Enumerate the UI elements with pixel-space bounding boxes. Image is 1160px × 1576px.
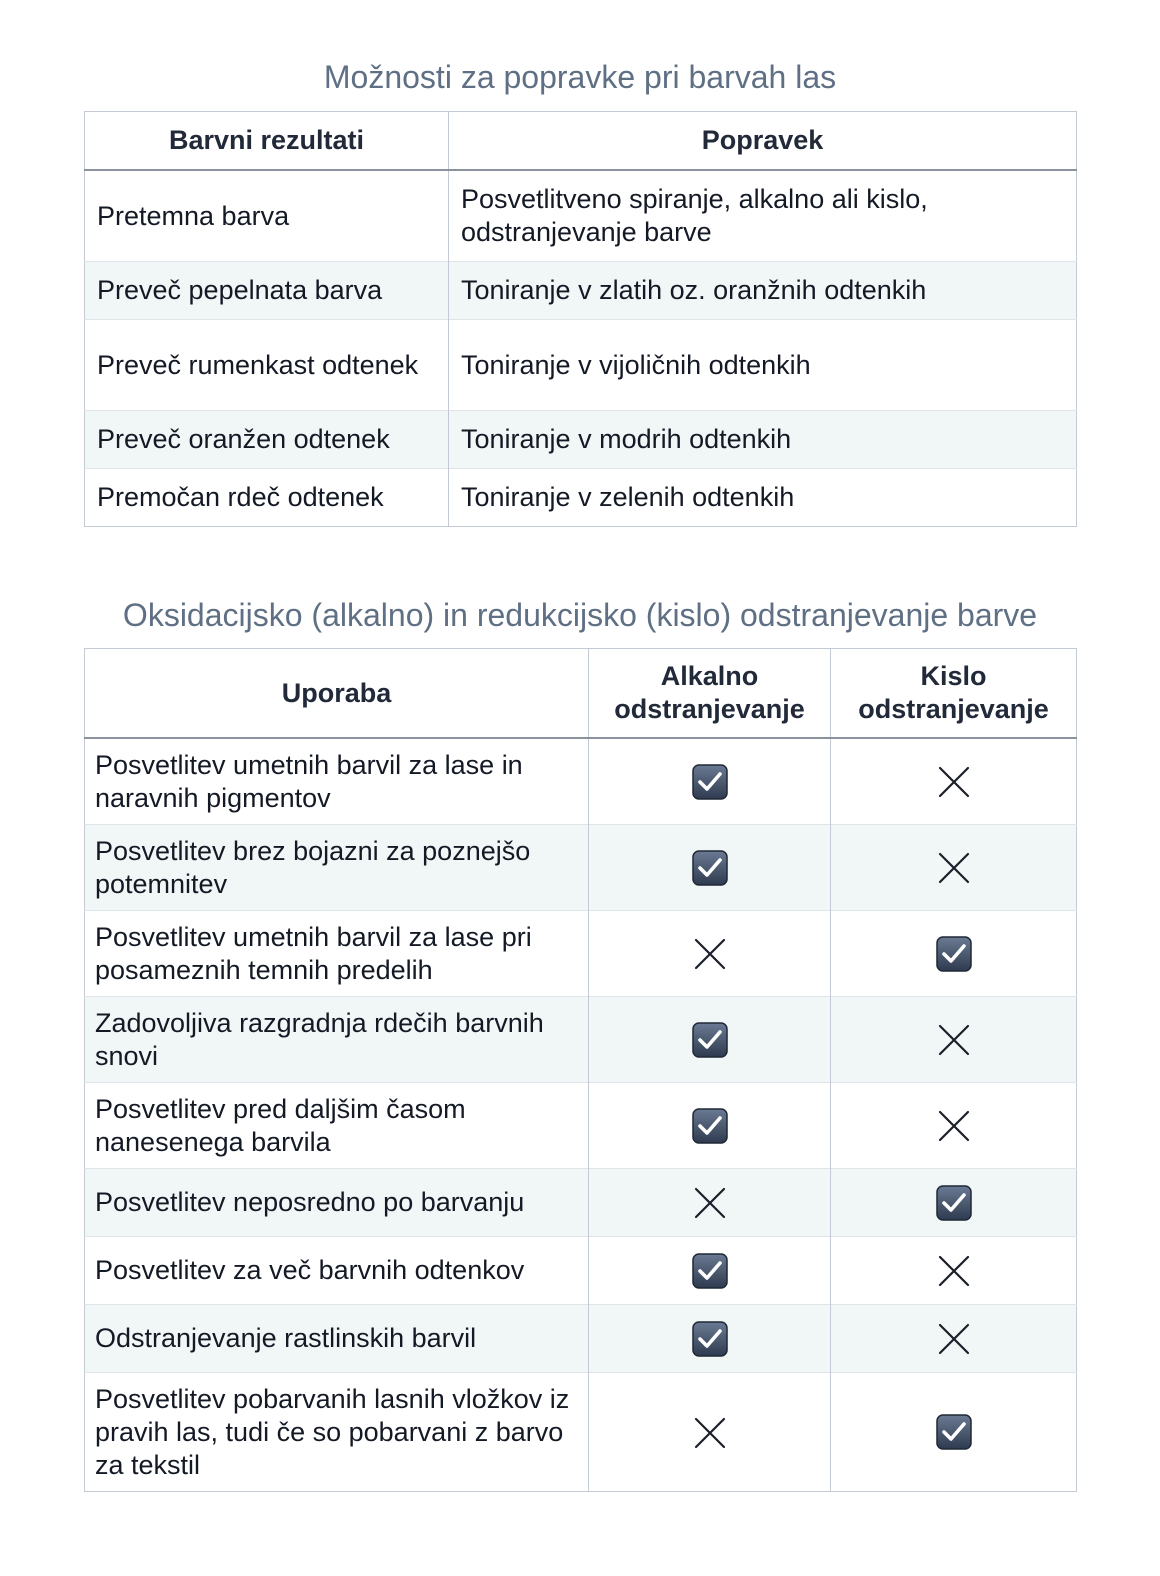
header-alkaline: Alkalno odstranjevanje (589, 649, 831, 739)
header-acid: Kislo odstranjevanje (831, 649, 1077, 739)
fix-cell: Toniranje v vijoličnih odtenkih (449, 320, 1077, 411)
use-cell: Posvetlitev brez bojazni za poznejšo potemnitev (85, 825, 589, 911)
alkaline-cell (589, 1169, 831, 1237)
check-box-icon (692, 764, 728, 800)
header-fix: Popravek (449, 112, 1077, 171)
table-header-row (85, 112, 1077, 171)
table-row (85, 469, 1077, 527)
alkaline-cell (589, 1083, 831, 1169)
table-row (85, 320, 1077, 411)
table-row (85, 170, 1077, 262)
acid-cell (831, 1237, 1077, 1305)
table-row (85, 1169, 1077, 1237)
acid-cell (831, 1083, 1077, 1169)
check-box-icon (692, 1022, 728, 1058)
use-cell: Posvetlitev umetnih barvil za lase in naravnih pigmentov (85, 738, 589, 825)
check-box-icon (936, 1185, 972, 1221)
cross-icon (694, 1417, 726, 1449)
color-removal-table (84, 648, 1077, 1492)
check-box-icon (692, 1321, 728, 1357)
table-row (85, 262, 1077, 320)
color-result-cell: Premočan rdeč odtenek (85, 469, 449, 527)
cross-icon (938, 1024, 970, 1056)
fix-cell: Posvetlitveno spiranje, alkalno ali kislo, odstranjevanje barve (449, 170, 1077, 262)
table-row (85, 411, 1077, 469)
acid-cell (831, 911, 1077, 997)
check-box-icon (936, 936, 972, 972)
table-row (85, 738, 1077, 825)
table-row (85, 1373, 1077, 1492)
use-cell: Posvetlitev neposredno po barvanju (85, 1169, 589, 1237)
acid-cell (831, 1169, 1077, 1237)
use-cell: Zadovoljiva razgradnja rdečih barvnih snovi (85, 997, 589, 1083)
cross-icon (938, 766, 970, 798)
acid-cell (831, 825, 1077, 911)
table-row (85, 1083, 1077, 1169)
acid-cell (831, 738, 1077, 825)
table-row (85, 997, 1077, 1083)
check-box-icon (692, 1253, 728, 1289)
table-row (85, 911, 1077, 997)
table-row (85, 1305, 1077, 1373)
hair-color-fixes-table (84, 111, 1077, 527)
cross-icon (938, 1255, 970, 1287)
table-row (85, 825, 1077, 911)
acid-cell (831, 1305, 1077, 1373)
cross-icon (694, 1187, 726, 1219)
check-box-icon (692, 1108, 728, 1144)
fix-cell: Toniranje v modrih odtenkih (449, 411, 1077, 469)
cross-icon (938, 852, 970, 884)
cross-icon (694, 938, 726, 970)
acid-cell (831, 997, 1077, 1083)
table-row (85, 1237, 1077, 1305)
use-cell: Posvetlitev pobarvanih lasnih vložkov iz pravih las, tudi če so pobarvani z barvo za tekstil (85, 1373, 589, 1492)
header-color-results: Barvni rezultati (85, 112, 449, 171)
color-result-cell: Preveč pepelnata barva (85, 262, 449, 320)
header-use: Uporaba (85, 649, 589, 739)
check-box-icon (692, 850, 728, 886)
alkaline-cell (589, 738, 831, 825)
acid-cell (831, 1373, 1077, 1492)
use-cell: Posvetlitev pred daljšim časom nanesenega barvila (85, 1083, 589, 1169)
color-result-cell: Preveč oranžen odtenek (85, 411, 449, 469)
fix-cell: Toniranje v zelenih odtenkih (449, 469, 1077, 527)
alkaline-cell (589, 1305, 831, 1373)
use-cell: Posvetlitev za več barvnih odtenkov (85, 1237, 589, 1305)
use-cell: Odstranjevanje rastlinskih barvil (85, 1305, 589, 1373)
cross-icon (938, 1323, 970, 1355)
color-result-cell: Pretemna barva (85, 170, 449, 262)
table-header-row (85, 649, 1077, 739)
fix-cell: Toniranje v zlatih oz. oranžnih odtenkih (449, 262, 1077, 320)
alkaline-cell (589, 911, 831, 997)
use-cell: Posvetlitev umetnih barvil za lase pri posameznih temnih predelih (85, 911, 589, 997)
alkaline-cell (589, 1373, 831, 1492)
color-result-cell: Preveč rumenkast odtenek (85, 320, 449, 411)
alkaline-cell (589, 1237, 831, 1305)
alkaline-cell (589, 825, 831, 911)
cross-icon (938, 1110, 970, 1142)
table2-title: Oksidacijsko (alkalno) in redukcijsko (kislo) odstranjevanje barve (122, 597, 1038, 633)
table1-title: Možnosti za popravke pri barvah las (323, 59, 837, 95)
check-box-icon (936, 1414, 972, 1450)
alkaline-cell (589, 997, 831, 1083)
